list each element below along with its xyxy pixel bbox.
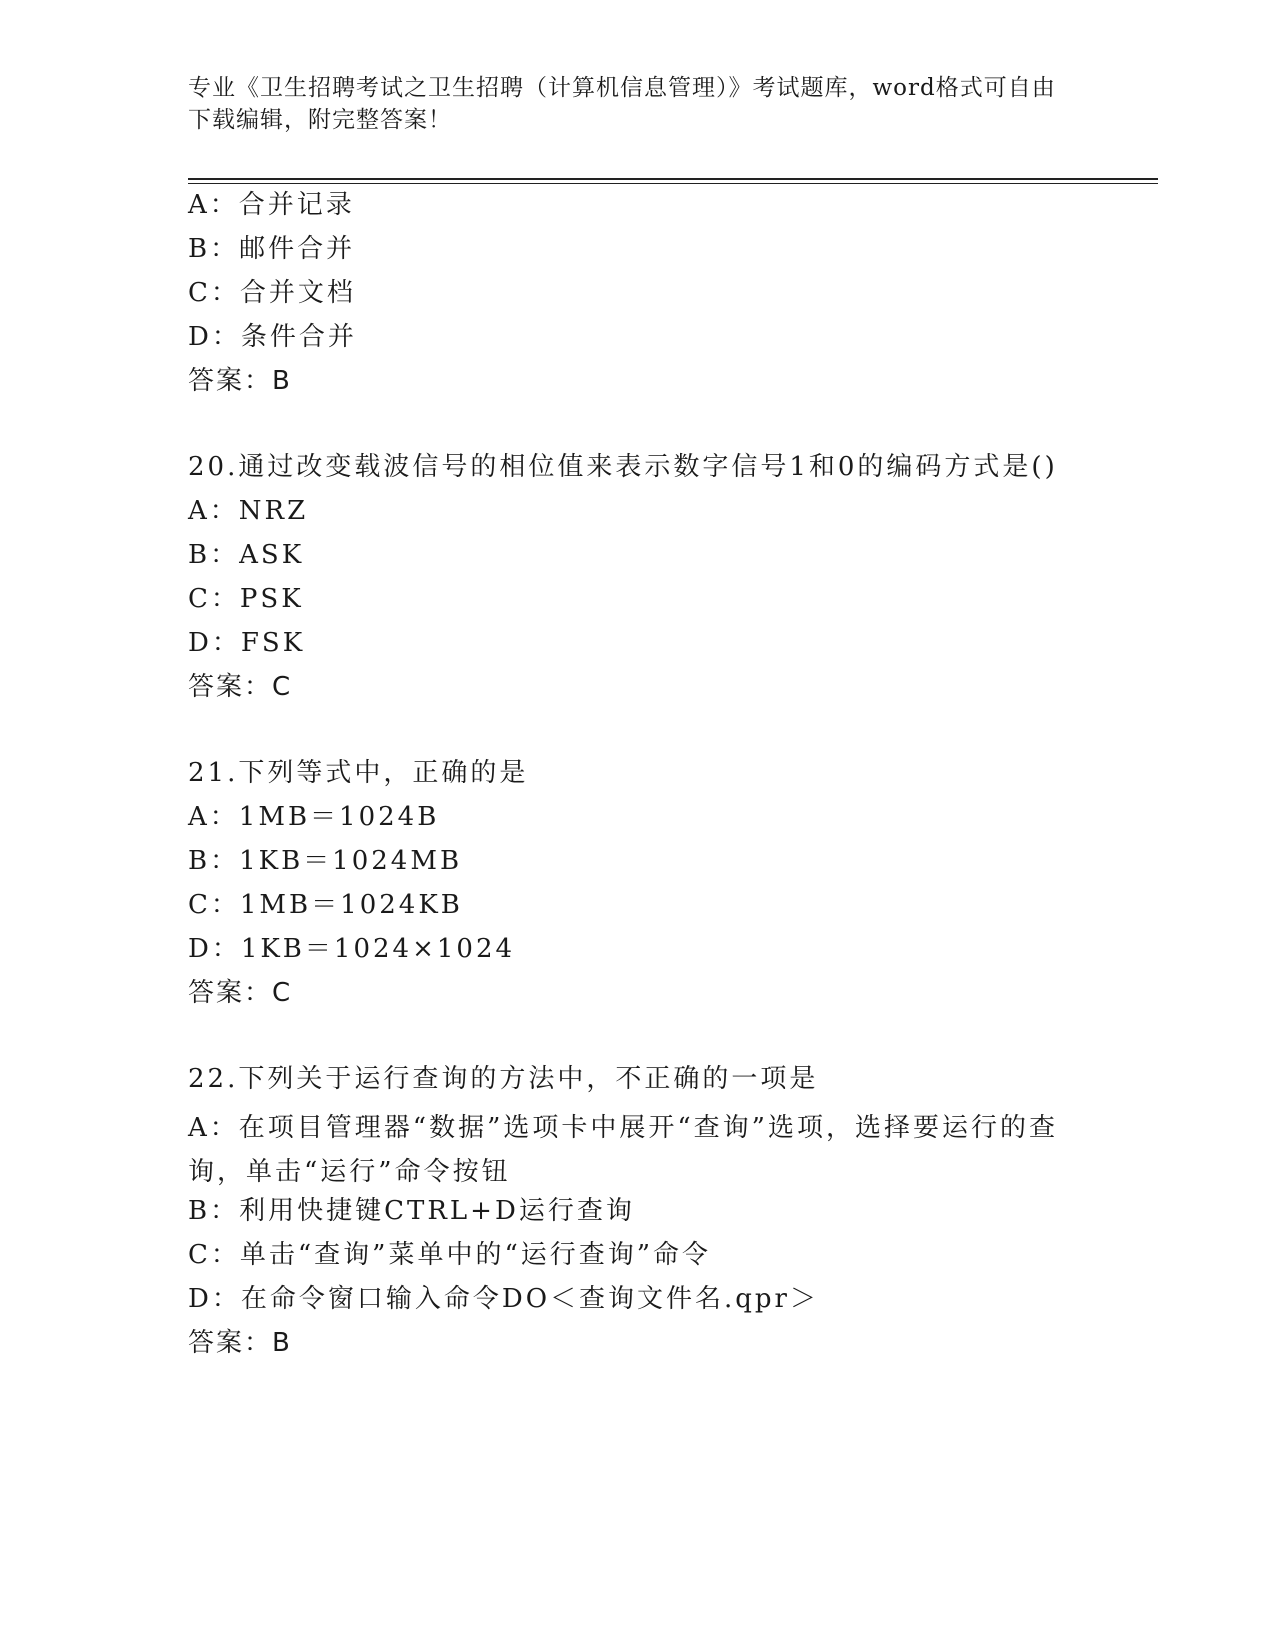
q20-option-d: D：FSK [188, 628, 306, 658]
q19-option-d: D：条件合并 [188, 322, 357, 352]
q21-answer: 答案：C [188, 978, 293, 1008]
q21-option-a: A：1MB＝1024B [188, 802, 440, 832]
q20-option-a: A：NRZ [188, 496, 309, 526]
q20-answer: 答案：C [188, 672, 293, 702]
q22-answer: 答案：B [188, 1328, 292, 1358]
q19-answer: 答案：B [188, 366, 292, 396]
q19-option-a: A：合并记录 [188, 190, 355, 220]
q20-option-c: C：PSK [188, 584, 304, 614]
q21-question: 21.下列等式中，正确的是 [188, 758, 529, 788]
q21-option-b: B：1KB＝1024MB [188, 846, 463, 876]
q21-option-d: D：1KB＝1024×1024 [188, 934, 516, 964]
q22-question: 22.下列关于运行查询的方法中，不正确的一项是 [188, 1064, 819, 1094]
document-header: 专业《卫生招聘考试之卫生招聘（计算机信息管理）》考试题库，word格式可自由下载编辑，附完整答案！ [188, 75, 1056, 133]
q22-option-b: B：利用快捷键CTRL+D运行查询 [188, 1196, 635, 1226]
header-divider-thin [188, 183, 1158, 184]
q22-option-c: C：单击“查询”菜单中的“运行查询”命令 [188, 1240, 712, 1270]
q19-option-c: C：合并文档 [188, 278, 356, 308]
q21-option-c: C：1MB＝1024KB [188, 890, 463, 920]
q20-option-b: B：ASK [188, 540, 305, 570]
q20-question: 20.通过改变载波信号的相位值来表示数字信号1和0的编码方式是() [188, 452, 1058, 482]
q22-option-a: A：在项目管理器“数据”选项卡中展开“查询”选项，选择要运行的查询，单击“运行”命令按钮 [188, 1113, 1058, 1187]
header-divider-thick [188, 178, 1158, 180]
q22-option-d: D：在命令窗口输入命令DO＜查询文件名.qpr＞ [188, 1284, 819, 1314]
q19-option-b: B：邮件合并 [188, 234, 356, 264]
